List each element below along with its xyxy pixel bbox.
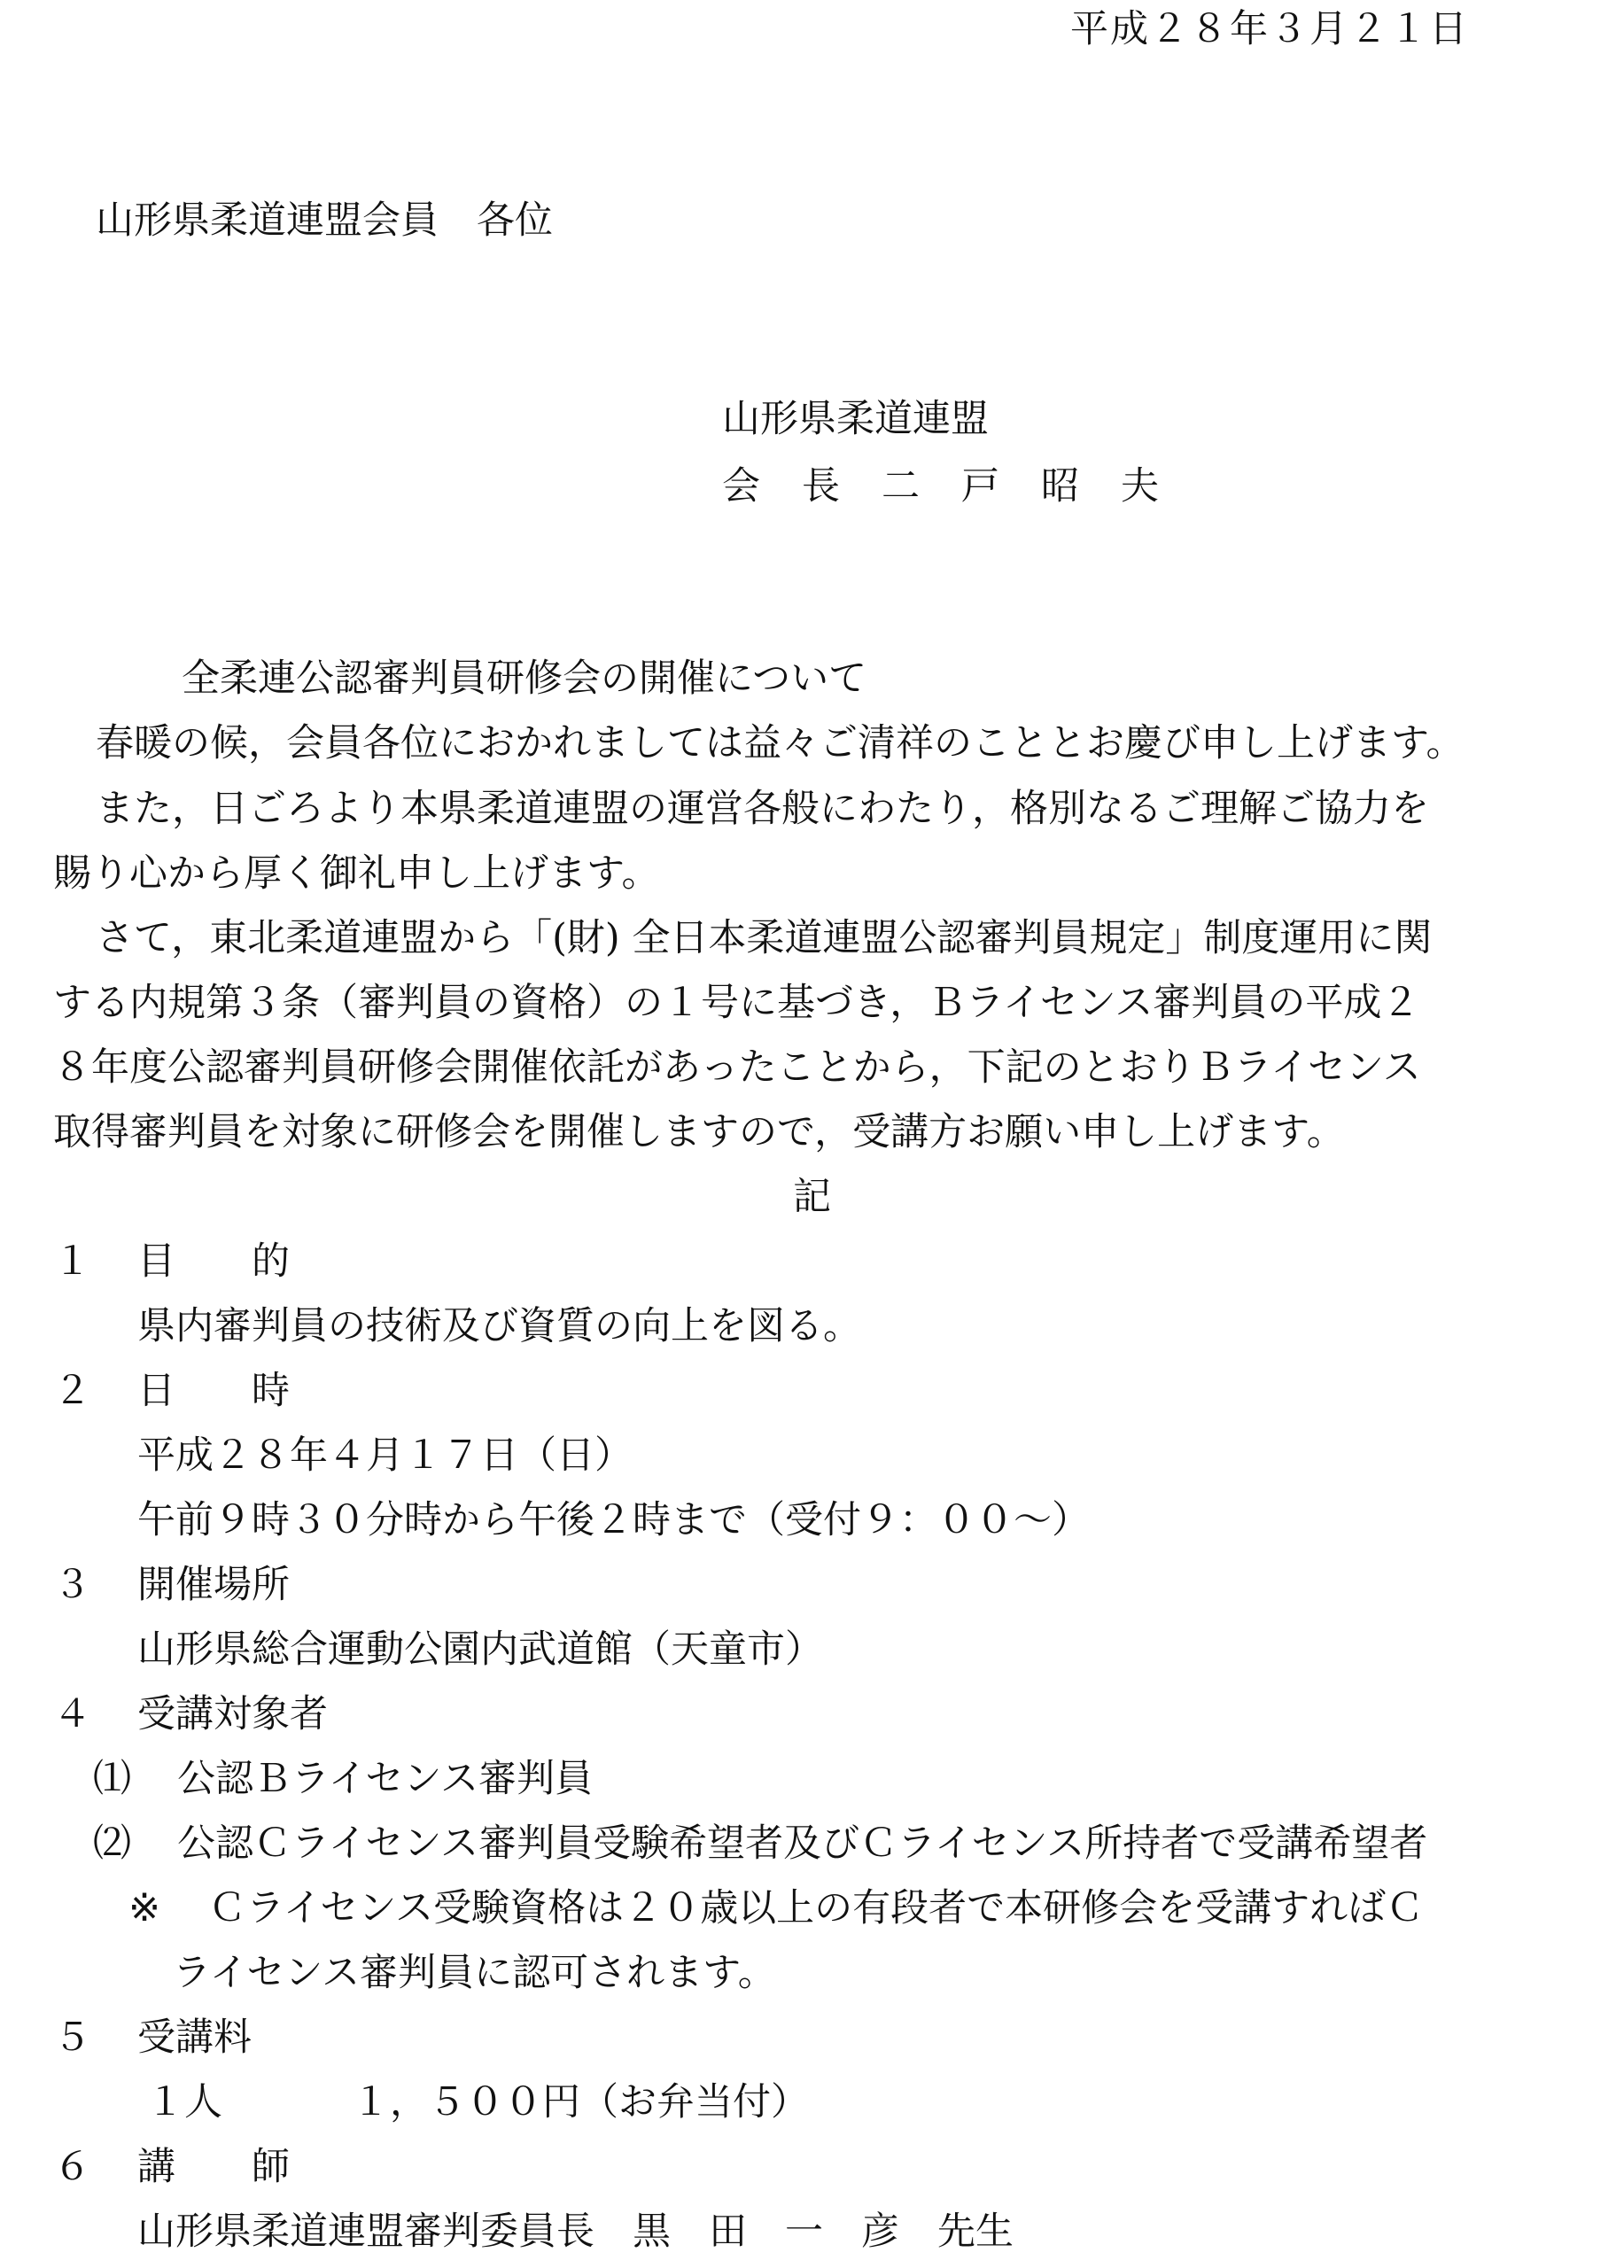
section-4-item-1 (93, 1757, 594, 1801)
section-4-heading (53, 1692, 328, 1736)
section-4-note-line-1 (128, 1886, 1425, 1930)
section-4-note-text-1: Ｃライセンス受験資格は２０歳以上の有段者で本研修会を受講すればＣ (208, 1886, 1425, 1930)
section-3-body: 山形県総合運動公園内武道館（天童市） (137, 1627, 823, 1672)
body-paragraph-1: 春暖の候，会員各位におかれましては益々ご清祥のこととお慶び申し上げます。 (96, 721, 1465, 765)
section-4-number: ４ (53, 1692, 91, 1736)
section-4-title: 受講対象者 (137, 1692, 328, 1736)
section-4-note-line-2: ライセンス審判員に認可されます。 (173, 1951, 776, 1995)
section-4-item-1-text: 公認Ｂライセンス審判員 (177, 1757, 594, 1801)
section-3-number: ３ (53, 1563, 91, 1607)
section-1-heading (53, 1239, 290, 1284)
section-4-item-2-text: 公認Ｃライセンス審判員受験希望者及びＣライセンス所持者で受講希望者 (177, 1821, 1428, 1866)
section-2-time: 午前９時３０分時から午後２時まで（受付９：００～） (137, 1498, 1090, 1542)
ki-heading: 記 (793, 1175, 831, 1219)
section-6-number: ６ (53, 2145, 91, 2189)
document-date: 平成２８年３月２１日 (1070, 7, 1469, 51)
section-4-item-2 (93, 1821, 1428, 1866)
section-4-item-2-number: ⑵ (93, 1821, 131, 1866)
body-paragraph-3-line-4: 取得審判員を対象に研修会を開催しますので，受講方お願い申し上げます。 (53, 1110, 1345, 1154)
section-2-number: ２ (53, 1369, 91, 1413)
body-paragraph-3-line-3: ８年度公認審判員研修会開催依託があったことから，下記のとおりＢライセンス (53, 1045, 1421, 1090)
section-6-heading (53, 2145, 290, 2189)
section-6-title: 講 師 (137, 2145, 290, 2189)
section-5-heading (53, 2016, 252, 2060)
document-title: 全柔連公認審判員研修会の開催について (182, 656, 867, 701)
section-1-title: 目 的 (137, 1239, 290, 1284)
section-2-date: 平成２８年４月１７日（日） (137, 1433, 633, 1478)
section-1-number: １ (53, 1239, 91, 1284)
section-6-body: 山形県柔道連盟審判委員長 黒 田 一 彦 先生 (137, 2210, 1014, 2254)
note-mark: ※ (128, 1886, 161, 1930)
body-paragraph-2-line-1: また，日ごろより本県柔道連盟の運営各般にわたり，格別なるご理解ご協力を (96, 787, 1429, 831)
body-paragraph-2-line-2: 賜り心から厚く御礼申し上げます。 (53, 851, 660, 896)
section-5-fee: １，５００円（お弁当付） (352, 2080, 809, 2124)
section-2-title: 日 時 (137, 1369, 290, 1413)
sender-name: 会 長 二 戸 昭 夫 (722, 464, 1161, 509)
body-paragraph-3-line-2: する内規第３条（審判員の資格）の１号に基づき，Ｂライセンス審判員の平成２ (53, 981, 1420, 1025)
section-5-number: ５ (53, 2016, 91, 2060)
section-2-heading (53, 1369, 290, 1413)
section-5-title: 受講料 (137, 2016, 252, 2060)
section-3-title: 開催場所 (137, 1563, 290, 1607)
section-3-heading (53, 1563, 290, 1607)
section-5-unit: １人 (146, 2080, 222, 2124)
sender-organization: 山形県柔道連盟 (722, 397, 989, 441)
section-4-item-1-number: ⑴ (93, 1757, 131, 1801)
recipient-line: 山形県柔道連盟会員 各位 (96, 198, 553, 243)
section-5-body (137, 2080, 809, 2124)
body-paragraph-3-line-1: さて，東北柔道連盟から「(財) 全日本柔道連盟公認審判員規定」制度運用に関 (96, 916, 1433, 960)
section-1-body: 県内審判員の技術及び資質の向上を図る。 (137, 1304, 861, 1348)
